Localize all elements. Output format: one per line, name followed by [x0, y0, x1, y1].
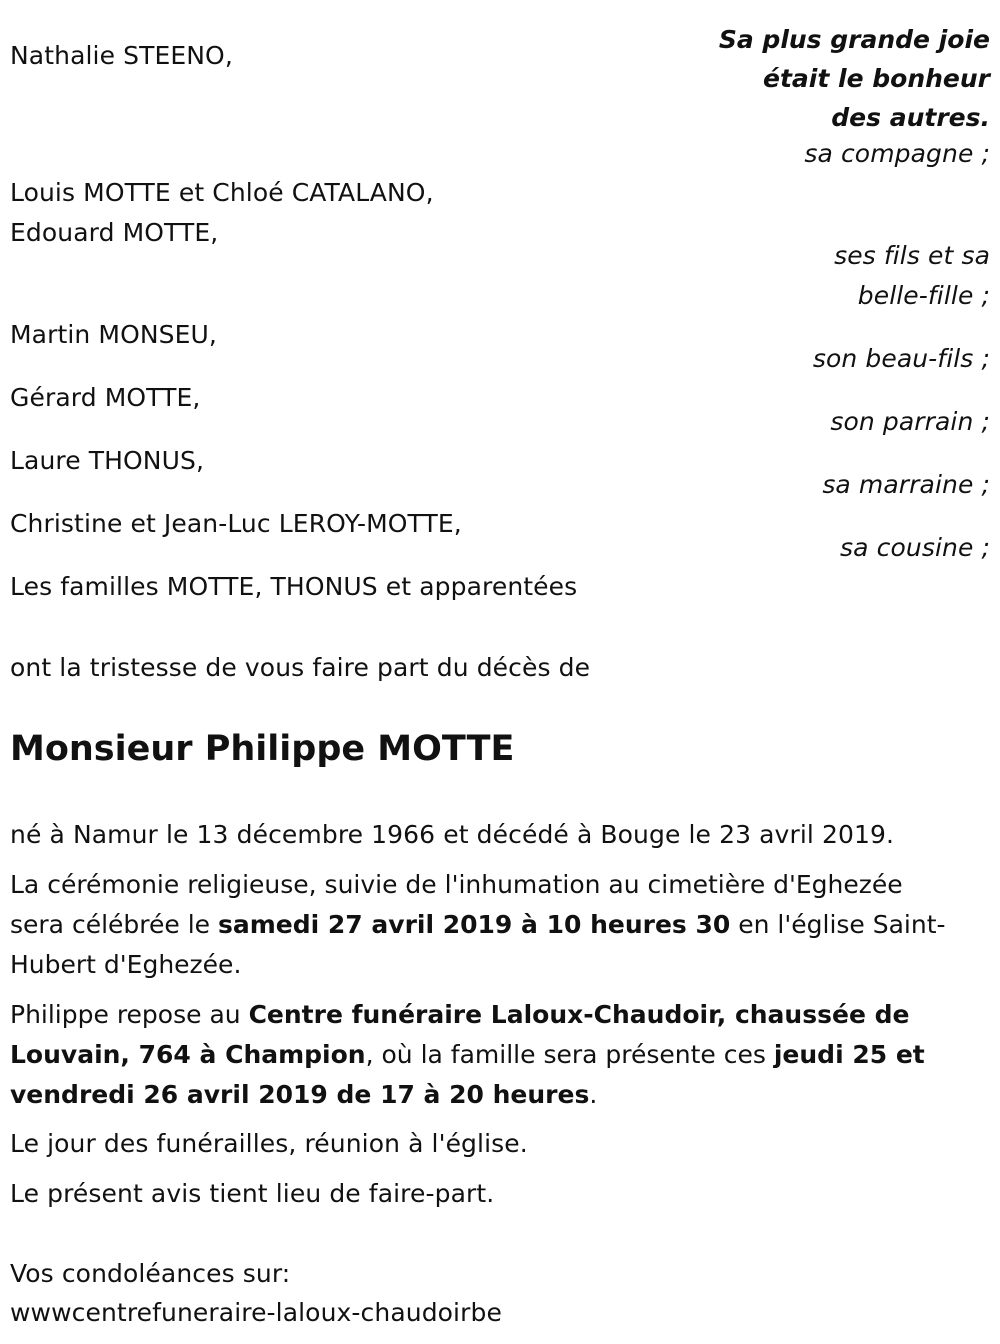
family-name: Nathalie STEENO,	[10, 41, 233, 70]
notice-text: Le présent avis tient lieu de faire-part.	[10, 1179, 495, 1208]
family-relation: belle-fille ;	[857, 281, 990, 310]
visitation-middle: , où la famille sera présente ces	[365, 1040, 774, 1069]
announcement-text: ont la tristesse de vous faire part du décès de	[10, 653, 591, 682]
family-relation: sa compagne ;	[804, 139, 990, 168]
birth-death-text: né à Namur le 13 décembre 1966 et décédé à Bouge le 23 avril 2019.	[10, 820, 895, 849]
family-relation: sa marraine ;	[822, 470, 990, 499]
quote-line: des autres.	[831, 103, 990, 132]
family-name: Christine et Jean-Luc LEROY-MOTTE,	[10, 509, 462, 538]
condolences-label: Vos condoléances sur:	[10, 1259, 291, 1288]
family-relation: ses fils et sa	[834, 241, 990, 270]
family-relation: sa cousine ;	[840, 533, 990, 562]
family-relation: son beau-fils ;	[812, 344, 990, 373]
visitation-paragraph	[10, 995, 960, 1115]
quote-line: Sa plus grande joie	[718, 25, 990, 54]
visitation-dates: jeudi 25 et vendredi 26 avril 2019 de 17 à 20 heures	[10, 1040, 925, 1109]
family-name: Louis MOTTE et Chloé CATALANO,	[10, 178, 434, 207]
family-relation: son parrain ;	[830, 407, 990, 436]
ceremony-intro: La cérémonie religieuse, suivie de l'inhumation au cimetière d'Eghezée sera célébrée le	[10, 870, 903, 939]
ceremony-paragraph	[10, 865, 960, 985]
quote-line: était le bonheur	[763, 64, 990, 93]
ceremony-datetime: samedi 27 avril 2019 à 10 heures 30	[217, 910, 731, 939]
family-name: Les familles MOTTE, THONUS et apparentées	[10, 572, 578, 601]
deceased-name: Monsieur Philippe MOTTE	[10, 729, 515, 769]
family-name: Laure THONUS,	[10, 446, 205, 475]
visitation-intro: Philippe repose au	[10, 1000, 249, 1029]
condolences-link[interactable]: wwwcentrefuneraire-laloux-chaudoirbe	[10, 1298, 502, 1327]
family-name: Edouard MOTTE,	[10, 218, 219, 247]
visitation-location: Centre funéraire Laloux-Chaudoir, chaussée de Louvain, 764 à Champion	[10, 1000, 910, 1069]
family-name: Martin MONSEU,	[10, 320, 217, 349]
funeral-day-text: Le jour des funérailles, réunion à l'église.	[10, 1129, 528, 1158]
ceremony-place: en l'église Saint-Hubert d'Eghezée.	[10, 910, 946, 979]
epitaph-quote	[719, 20, 990, 137]
family-name: Gérard MOTTE,	[10, 383, 201, 412]
visitation-end: .	[589, 1080, 598, 1109]
